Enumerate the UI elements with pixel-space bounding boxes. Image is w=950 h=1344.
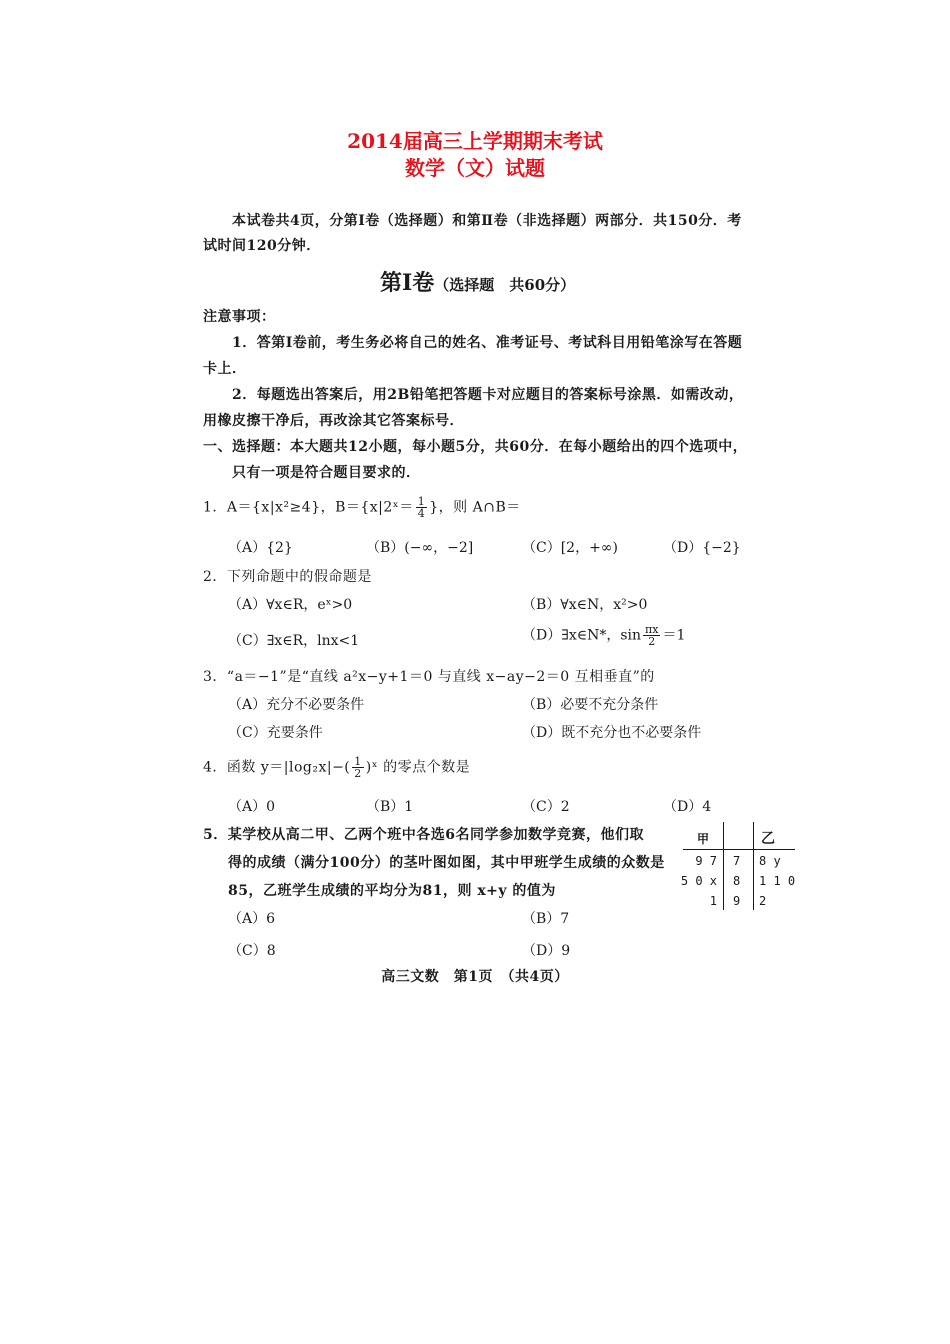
page-footer: 高三文数 第1页 （共4页）: [381, 969, 569, 985]
notes-heading: 注意事项：: [203, 309, 276, 325]
stemleaf-left-header: 甲: [697, 832, 710, 846]
q5-option-d: （D）9: [522, 943, 571, 959]
note1-line1: 1．答第Ⅰ卷前，考生务必将自己的姓名、准考证号、考试科目用铅笔涂写在答题: [232, 335, 743, 351]
q5-option-b: （B）7: [522, 911, 570, 927]
q4-frac-num: 1: [354, 755, 362, 768]
q5-line1: 5．某学校从高二甲、乙两个班中各选6名同学参加数学竞赛，他们取: [203, 827, 644, 843]
q3-option-c: （C）充要条件: [228, 725, 323, 741]
q5-option-c: （C）8: [228, 943, 276, 959]
stem-left-line: [723, 822, 724, 910]
q2-d-num: πx: [645, 623, 659, 636]
stemleaf-row2-left: 5 0 x: [680, 874, 717, 888]
q2-d-suffix: ＝1: [662, 627, 686, 644]
q1-frac-num: 1: [417, 495, 426, 508]
stemleaf-right-header: 乙: [761, 831, 775, 847]
q1-frac-den: 4: [417, 507, 426, 520]
note1-line2: 卡上．: [203, 361, 247, 377]
stemleaf-row3-left: 1: [709, 894, 717, 908]
q1-option-d: （D）{−2}: [663, 540, 741, 556]
q3-stem: 3．“a＝−1”是“直线 a²x−y+1＝0 与直线 x−ay−2＝0 互相垂直”的: [203, 669, 655, 685]
q1-stem: [203, 496, 521, 519]
stemleaf-row1-right: 8 y: [759, 854, 781, 868]
q1-option-a: （A）{2}: [228, 540, 293, 556]
stem-right-line: [753, 822, 754, 910]
stemleaf-row1-left: 9 7: [695, 854, 717, 868]
note2-line2: 用橡皮擦干净后，再改涂其它答案标号．: [203, 413, 464, 429]
q1-stem-prefix: 1．A＝{x|x²≥4}，B＝{x|2ˣ＝: [203, 499, 414, 516]
part1-line1: 一、选择题：本大题共12小题，每小题5分，共60分．在每小题给出的四个选项中，: [203, 439, 748, 455]
intro-line1: 本试卷共4页，分第Ⅰ卷（选择题）和第Ⅱ卷（非选择题）两部分．共150分．考: [232, 213, 742, 229]
stemleaf-row3-right: 2: [759, 894, 767, 908]
stemleaf-row1-stem: 7: [733, 854, 741, 868]
part1-line2: 只有一项是符合题目要求的．: [232, 465, 421, 481]
q5-line2: 得的成绩（满分100分）的茎叶图如图，其中甲班学生成绩的众数是: [228, 855, 665, 871]
q4-option-c: （C）2: [522, 799, 570, 815]
q2-option-c: （C）∃x∈R，lnx<1: [228, 633, 360, 649]
exam-title-line1: 2014届高三上学期期末考试: [347, 129, 603, 153]
q1-option-b: （B）(−∞，−2]: [366, 540, 474, 556]
q4-frac-den: 2: [354, 767, 362, 780]
q2-option-b: （B）∀x∈N，x²>0: [522, 597, 648, 613]
stemleaf-row3-stem: 9: [733, 894, 741, 908]
q4-option-d: （D）4: [663, 799, 712, 815]
q2-d-prefix: （D）∃x∈N*，sin: [522, 627, 642, 644]
q2-d-fraction: [643, 624, 660, 647]
section-title-sub: （选择题 共60分）: [434, 276, 576, 294]
q4-fraction: [352, 756, 364, 779]
q4-option-b: （B）1: [366, 799, 414, 815]
q4-stem: [203, 756, 470, 779]
note2-line1: 2．每题选出答案后，用2B铅笔把答题卡对应题目的答案标号涂黑．如需改动，: [232, 387, 744, 403]
q3-option-b: （B）必要不充分条件: [522, 697, 659, 713]
stemleaf-row2-right: 1 1 0: [759, 874, 796, 888]
q4-option-a: （A）0: [228, 799, 276, 815]
section-title-main: 第Ⅰ卷: [380, 270, 435, 296]
q3-option-d: （D）既不充分也不必要条件: [522, 725, 702, 741]
q2-option-a: （A）∀x∈R，eˣ>0: [228, 597, 353, 613]
q2-d-den: 2: [648, 635, 656, 648]
stem-leaf-diagram: [680, 822, 796, 910]
intro-line2: 试时间120分钟．: [203, 238, 321, 254]
q2-stem: 2．下列命题中的假命题是: [203, 569, 372, 585]
stemleaf-row2-stem: 8: [733, 874, 741, 888]
q3-option-a: （A）充分不必要条件: [228, 697, 365, 713]
exam-title-line2: 数学（文）试题: [405, 156, 545, 180]
q1-option-c: （C）[2，+∞): [522, 540, 618, 556]
q5-line3: 85，乙班学生成绩的平均分为81，则 x+y 的值为: [228, 883, 556, 899]
q2-option-d: [522, 624, 685, 647]
q1-fraction: [416, 496, 428, 519]
section-title: [380, 266, 575, 297]
q4-stem-suffix: )ˣ 的零点个数是: [365, 759, 471, 776]
q5-option-a: （A）6: [228, 911, 276, 927]
q1-stem-suffix: }，则 A∩B＝: [429, 499, 521, 516]
q4-stem-prefix: 4．函数 y＝|log₂x|−(: [203, 759, 351, 776]
header-divider: [683, 849, 795, 850]
